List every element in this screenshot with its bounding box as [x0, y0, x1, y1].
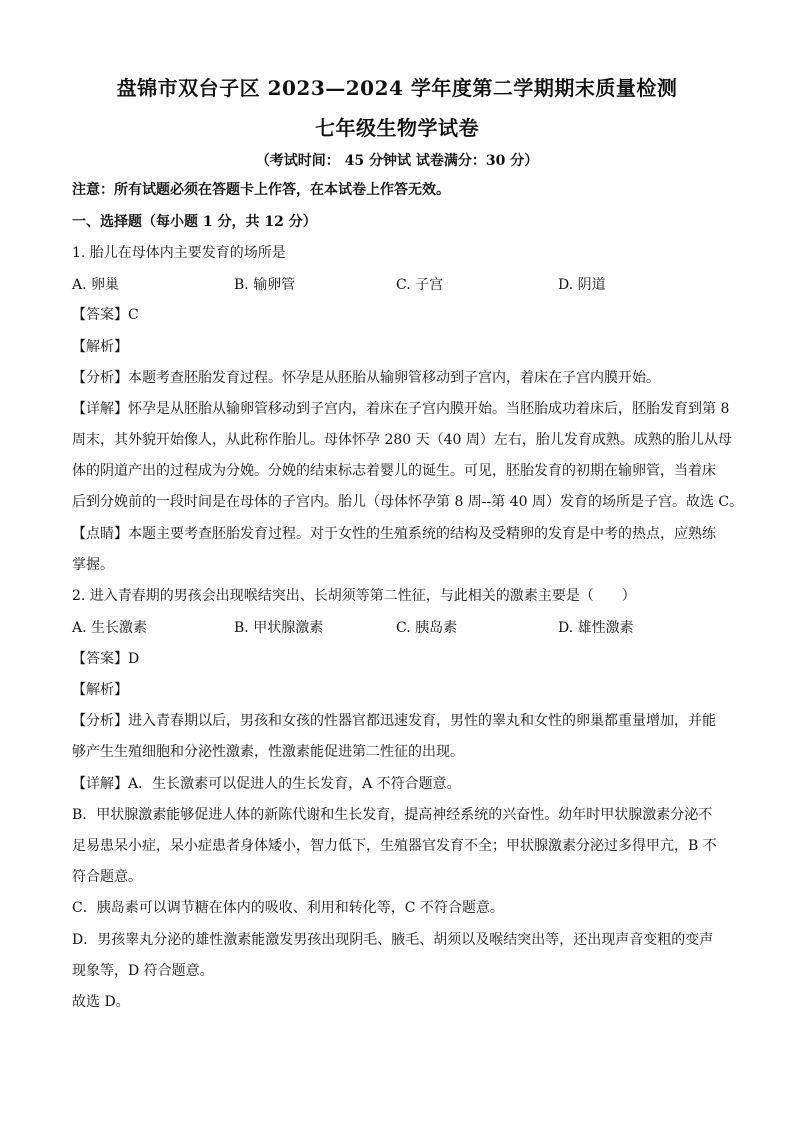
- q2-xiangjie-line: 故选 D。: [72, 994, 130, 1010]
- q1-option-a: A. 卵巢: [72, 277, 120, 293]
- q1-option-c: C. 子宫: [396, 277, 444, 293]
- q1-xiangjie-line: 【详解】怀孕是从胚胎从输卵管移动到子宫内，着床在子宫内膜开始。当胚胎成功着床后，胚胎发育到第 8: [72, 401, 730, 417]
- q1-analysis-tag: 【解析】: [72, 339, 128, 355]
- q1-stem: 1. 胎儿在母体内主要发育的场所是: [72, 245, 286, 261]
- q1-option-d: D. 阴道: [558, 277, 606, 293]
- q2-xiangjie-line: 【详解】A．生长激素可以促进人的生长发育，A 不符合题意。: [72, 776, 461, 792]
- q2-analysis-tag: 【解析】: [72, 682, 128, 698]
- q2-xiangjie-line: 符合题意。: [72, 869, 142, 885]
- q2-fenxi-line: 够产生生殖细胞和分泌性激素，性激素能促进第二性征的出现。: [72, 744, 464, 760]
- q1-xiangjie-line: 周末，其外貌开始像人，从此称作胎儿。母体怀孕 280 天（40 周）左右，胎儿发育成熟。成熟的胎儿从母: [72, 432, 732, 448]
- q1-dianjing-line: 【点睛】本题主要考查胚胎发育过程。对于女性的生殖系统的结构及受精卵的发育是中考的热点，应熟练: [72, 526, 716, 542]
- q1-xiangjie-line: 体的阴道产出的过程成为分娩。分娩的结束标志着婴儿的诞生。可见，胚胎发育的初期在输卵管，当着床: [72, 463, 716, 479]
- exam-title: 盘锦市双台子区 2023—2024 学年度第二学期期末质量检测: [116, 76, 678, 100]
- q2-xiangjie-line: C．胰岛素可以调节糖在体内的吸收、利用和转化等，C 不符合题意。: [72, 900, 504, 916]
- q2-option-b: B. 甲状腺激素: [234, 620, 324, 636]
- q1-answer: 【答案】C: [72, 307, 139, 323]
- q1-option-b: B. 输卵管: [234, 277, 296, 293]
- exam-meta: （考试时间： 45 分钟试 试卷满分：30 分）: [255, 153, 539, 169]
- q2-option-c: C. 胰岛素: [396, 620, 458, 636]
- notice: 注意：所有试题必须在答题卡上作答，在本试卷上作答无效。: [72, 182, 450, 198]
- q2-xiangjie-line: D．男孩睾丸分泌的雄性激素能激发男孩出现阴毛、腋毛、胡须以及喉结突出等，还出现声音变粗的变声: [72, 932, 714, 948]
- q2-stem: 2. 进入青春期的男孩会出现喉结突出、长胡须等第二性征，与此相关的激素主要是（ ）: [72, 588, 636, 604]
- q1-fenxi: 【分析】本题考查胚胎发育过程。怀孕是从胚胎从输卵管移动到子宫内，着床在子宫内膜开始。: [72, 370, 660, 386]
- q2-xiangjie-line: B．甲状腺激素能够促进人体的新陈代谢和生长发育，提高神经系统的兴奋性。幼年时甲状腺激素分泌不: [72, 807, 713, 823]
- q2-option-d: D. 雄性激素: [558, 620, 634, 636]
- q2-xiangjie-line: 现象等，D 符合题意。: [72, 963, 214, 979]
- q2-fenxi-line: 【分析】进入青春期以后，男孩和女孩的性器官都迅速发育，男性的睾丸和女性的卵巢都重量增加，并能: [72, 713, 716, 729]
- q2-option-a: A. 生长激素: [72, 620, 148, 636]
- q2-answer: 【答案】D: [72, 651, 140, 667]
- exam-subtitle: 七年级生物学试卷: [315, 116, 479, 140]
- q2-xiangjie-line: 足易患呆小症，呆小症患者身体矮小，智力低下，生殖器官发育不全；甲状腺激素分泌过多得甲亢，B 不: [72, 838, 717, 854]
- section-heading: 一、选择题（每小题 1 分，共 12 分）: [72, 214, 317, 230]
- q1-dianjing-line: 掌握。: [72, 557, 114, 573]
- q1-xiangjie-line: 后到分娩前的一段时间是在母体的子宫内。胎儿（母体怀孕第 8 周--第 40 周）发育的场所是子宫。故选 C。: [72, 494, 744, 510]
